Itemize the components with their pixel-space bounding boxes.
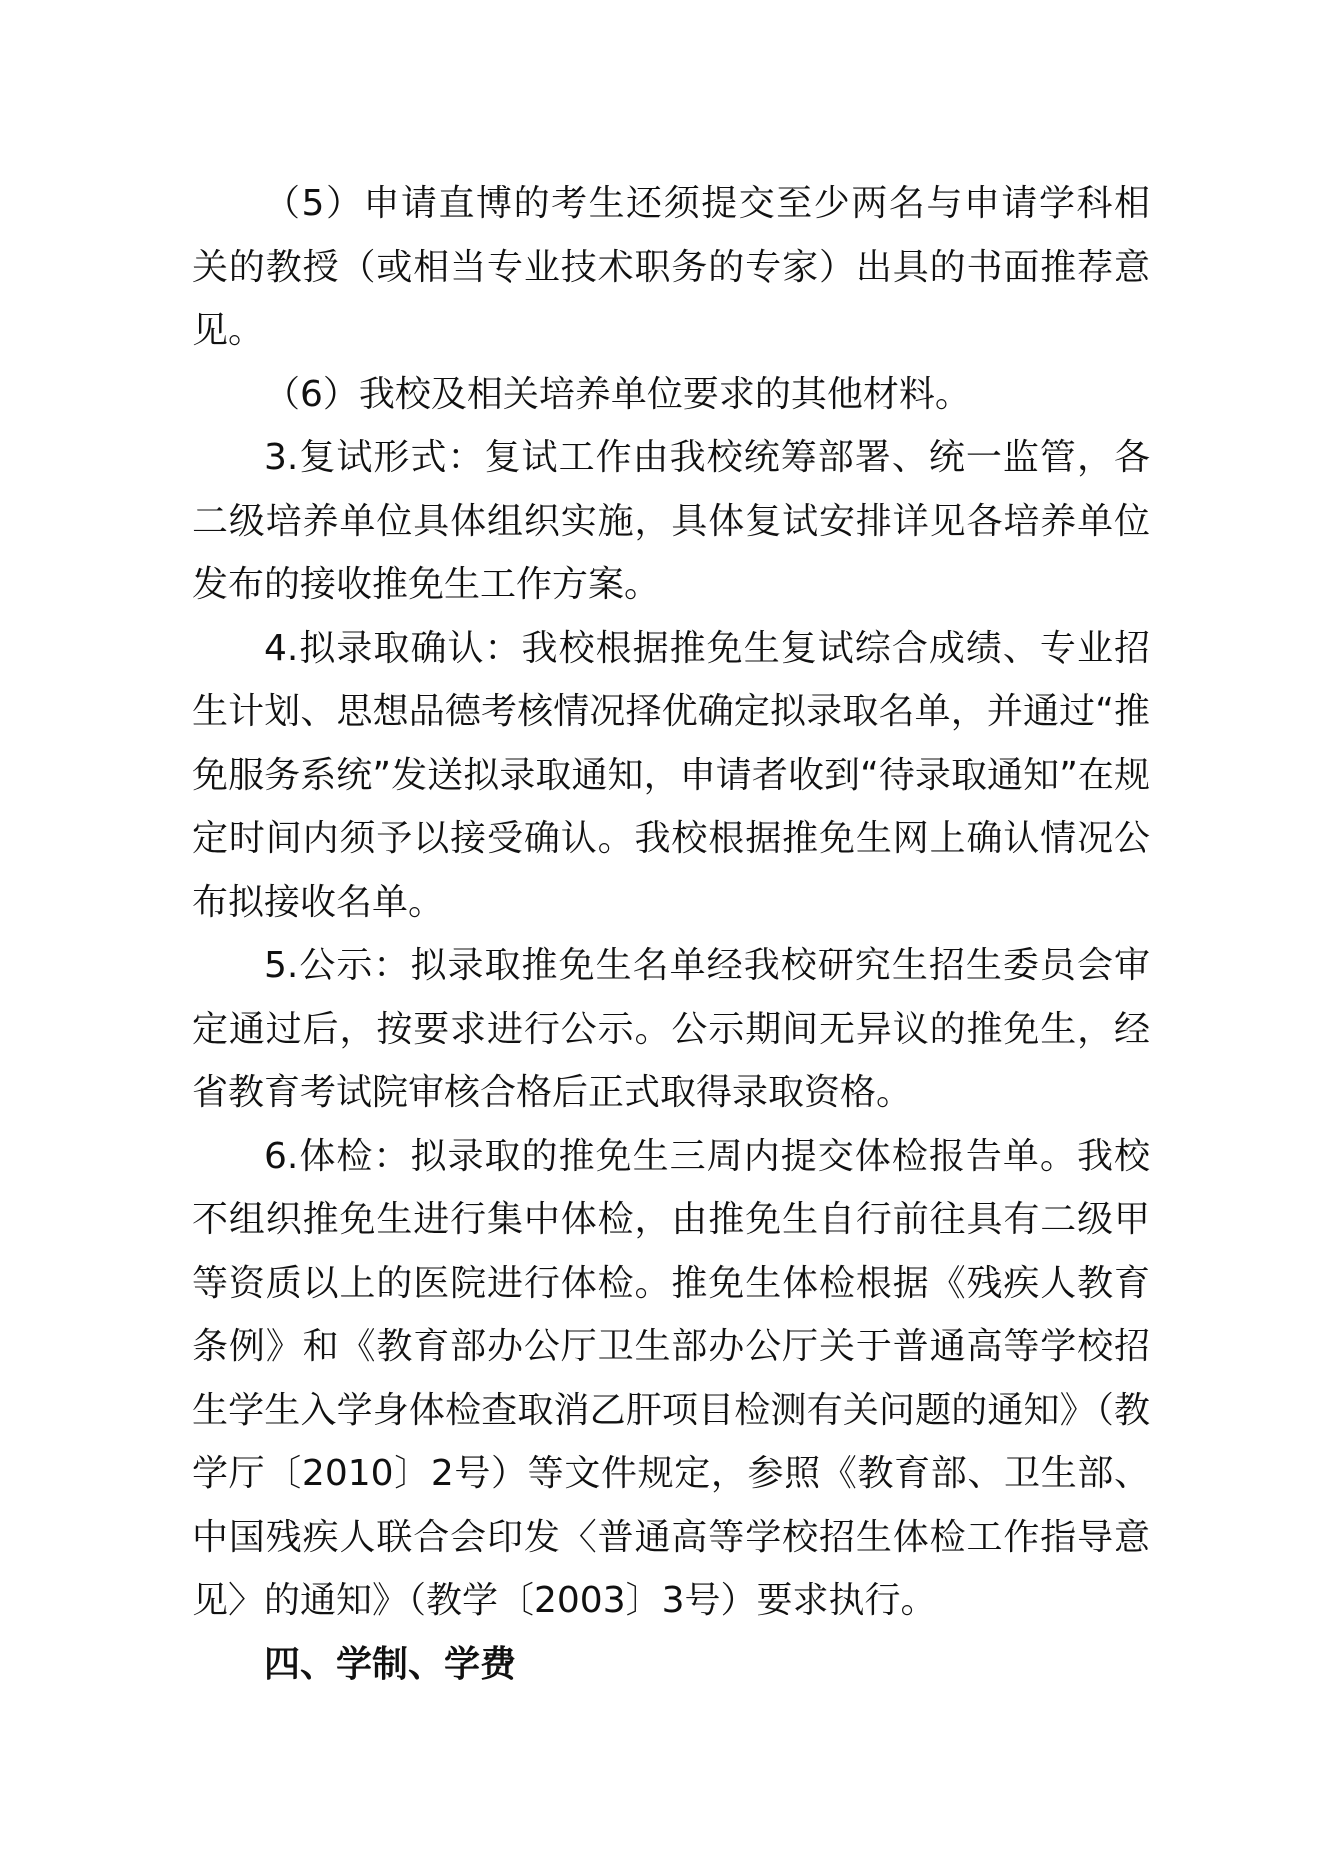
paragraph-physical-exam: 6.体检：拟录取的推免生三周内提交体检报告单。我校不组织推免生进行集中体检，由推免生自行前往具有二级甲等资质以上的医院进行体检。推免生体检根据《残疾人教育条例》和《教育部办公厅卫生部办公厅关于普通高等学校招生学生入学身体检查取消乙肝项目检测有关问题的通知》（教学厅〔2010〕2号）等文件规定，参照《教育部、卫生部、中国残疾人联合会印发〈普通高等学校招生体检工作指导意见〉的通知》（教学〔2003〕3号）要求执行。 — [192, 1135, 1150, 1621]
paragraph-recommendation-letters: （5）申请直博的考生还须提交至少两名与申请学科相关的教授（或相当专业技术职务的专家）出具的书面推荐意见。 — [192, 183, 1150, 351]
document-body — [192, 172, 1150, 1696]
paragraph-retest-format: 3.复试形式：复试工作由我校统筹部署、统一监管，各二级培养单位具体组织实施，具体复试安排详见各培养单位发布的接收推免生工作方案。 — [192, 437, 1150, 605]
paragraph-public-notice: 5.公示：拟录取推免生名单经我校研究生招生委员会审定通过后，按要求进行公示。公示期间无异议的推免生，经省教育考试院审核合格后正式取得录取资格。 — [192, 945, 1150, 1113]
paragraph-other-materials: （6）我校及相关培养单位要求的其他材料。 — [264, 373, 971, 415]
paragraph-admission-confirmation: 4.拟录取确认：我校根据推免生复试综合成绩、专业招生计划、思想品德考核情况择优确定拟录取名单，并通过“推免服务系统”发送拟录取通知，申请者收到“待录取通知”在规定时间内须予以接受确认。我校根据推免生网上确认情况公布拟接收名单。 — [192, 627, 1150, 923]
section-heading: 四、学制、学费 — [264, 1643, 517, 1685]
